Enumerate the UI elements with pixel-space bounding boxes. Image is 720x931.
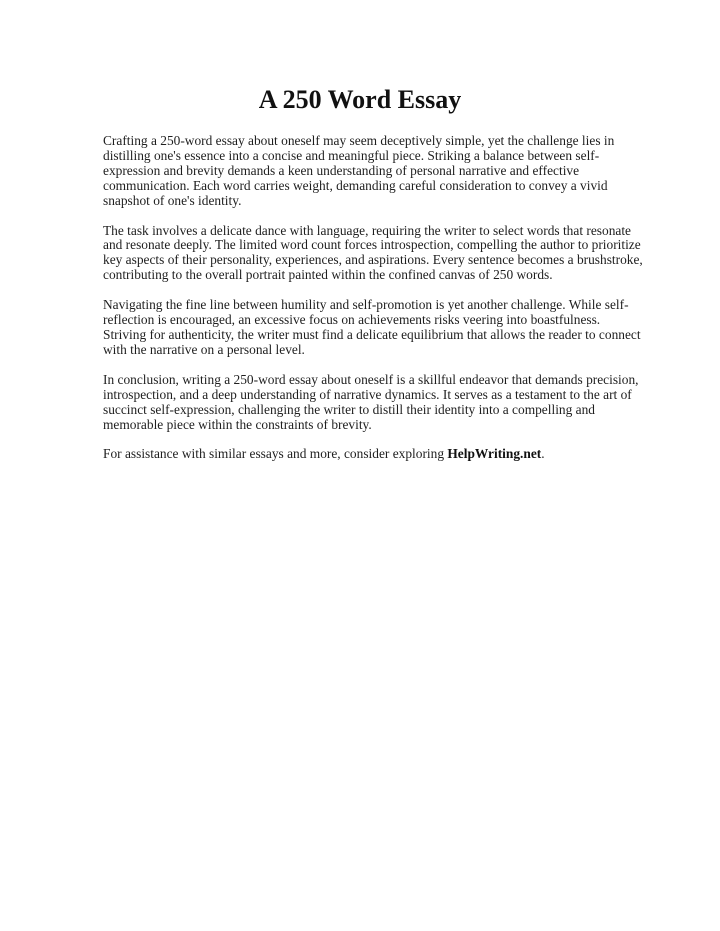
paragraph-line: Striving for authenticity, the writer must find a delicate equilibrium that allows the reader to connect [103, 326, 641, 342]
document-body [103, 134, 663, 477]
paragraph-line: introspection, and a deep understanding of narrative dynamics. It serves as a testament to the art of [103, 386, 632, 402]
closing-prefix: For assistance with similar essays and more, consider exploring [103, 446, 448, 462]
helpwriting-link[interactable]: HelpWriting.net [447, 446, 542, 462]
paragraph-4 [103, 373, 663, 433]
closing-suffix: . [541, 446, 545, 462]
paragraph-line: The task involves a delicate dance with language, requiring the writer to select words that resonate [103, 222, 631, 238]
paragraph-line: with the narrative on a personal level. [103, 341, 305, 357]
paragraph-line: contributing to the overall portrait painted within the confined canvas of 250 words. [103, 267, 553, 283]
paragraph-line: reflection is encouraged, an excessive focus on achievements risks veering into boastfulness. [103, 312, 601, 328]
closing-paragraph [103, 447, 663, 462]
paragraph-3 [103, 298, 663, 358]
paragraph-line: In conclusion, writing a 250-word essay about oneself is a skillful endeavor that demands precision, [103, 371, 639, 387]
paragraph-line: expression and brevity demands a keen understanding of personal narrative and effective [103, 162, 580, 178]
paragraph-line: memorable piece within the constraints of brevity. [103, 416, 372, 432]
paragraph-line: Navigating the fine line between humility and self-promotion is yet another challenge. While self- [103, 297, 629, 313]
paragraph-line: succinct self-expression, challenging the writer to distill their identity into a compelling and [103, 401, 595, 417]
paragraph-line: Crafting a 250-word essay about oneself may seem deceptively simple, yet the challenge lies in [103, 133, 615, 148]
paragraph-line: and resonate deeply. The limited word count forces introspection, compelling the author to prioritize [103, 237, 641, 253]
paragraph-2 [103, 224, 663, 284]
paragraph-line: snapshot of one's identity. [103, 192, 242, 208]
document-title: A 250 Word Essay [258, 85, 462, 114]
paragraph-1 [103, 134, 663, 209]
paragraph-line: communication. Each word carries weight, demanding careful consideration to convey a vivid [103, 177, 608, 193]
paragraph-line: distilling one's essence into a concise and meaningful piece. Striking a balance between self- [103, 147, 600, 163]
paragraph-line: key aspects of their personality, experiences, and aspirations. Every sentence becomes a brushstroke, [103, 252, 643, 268]
